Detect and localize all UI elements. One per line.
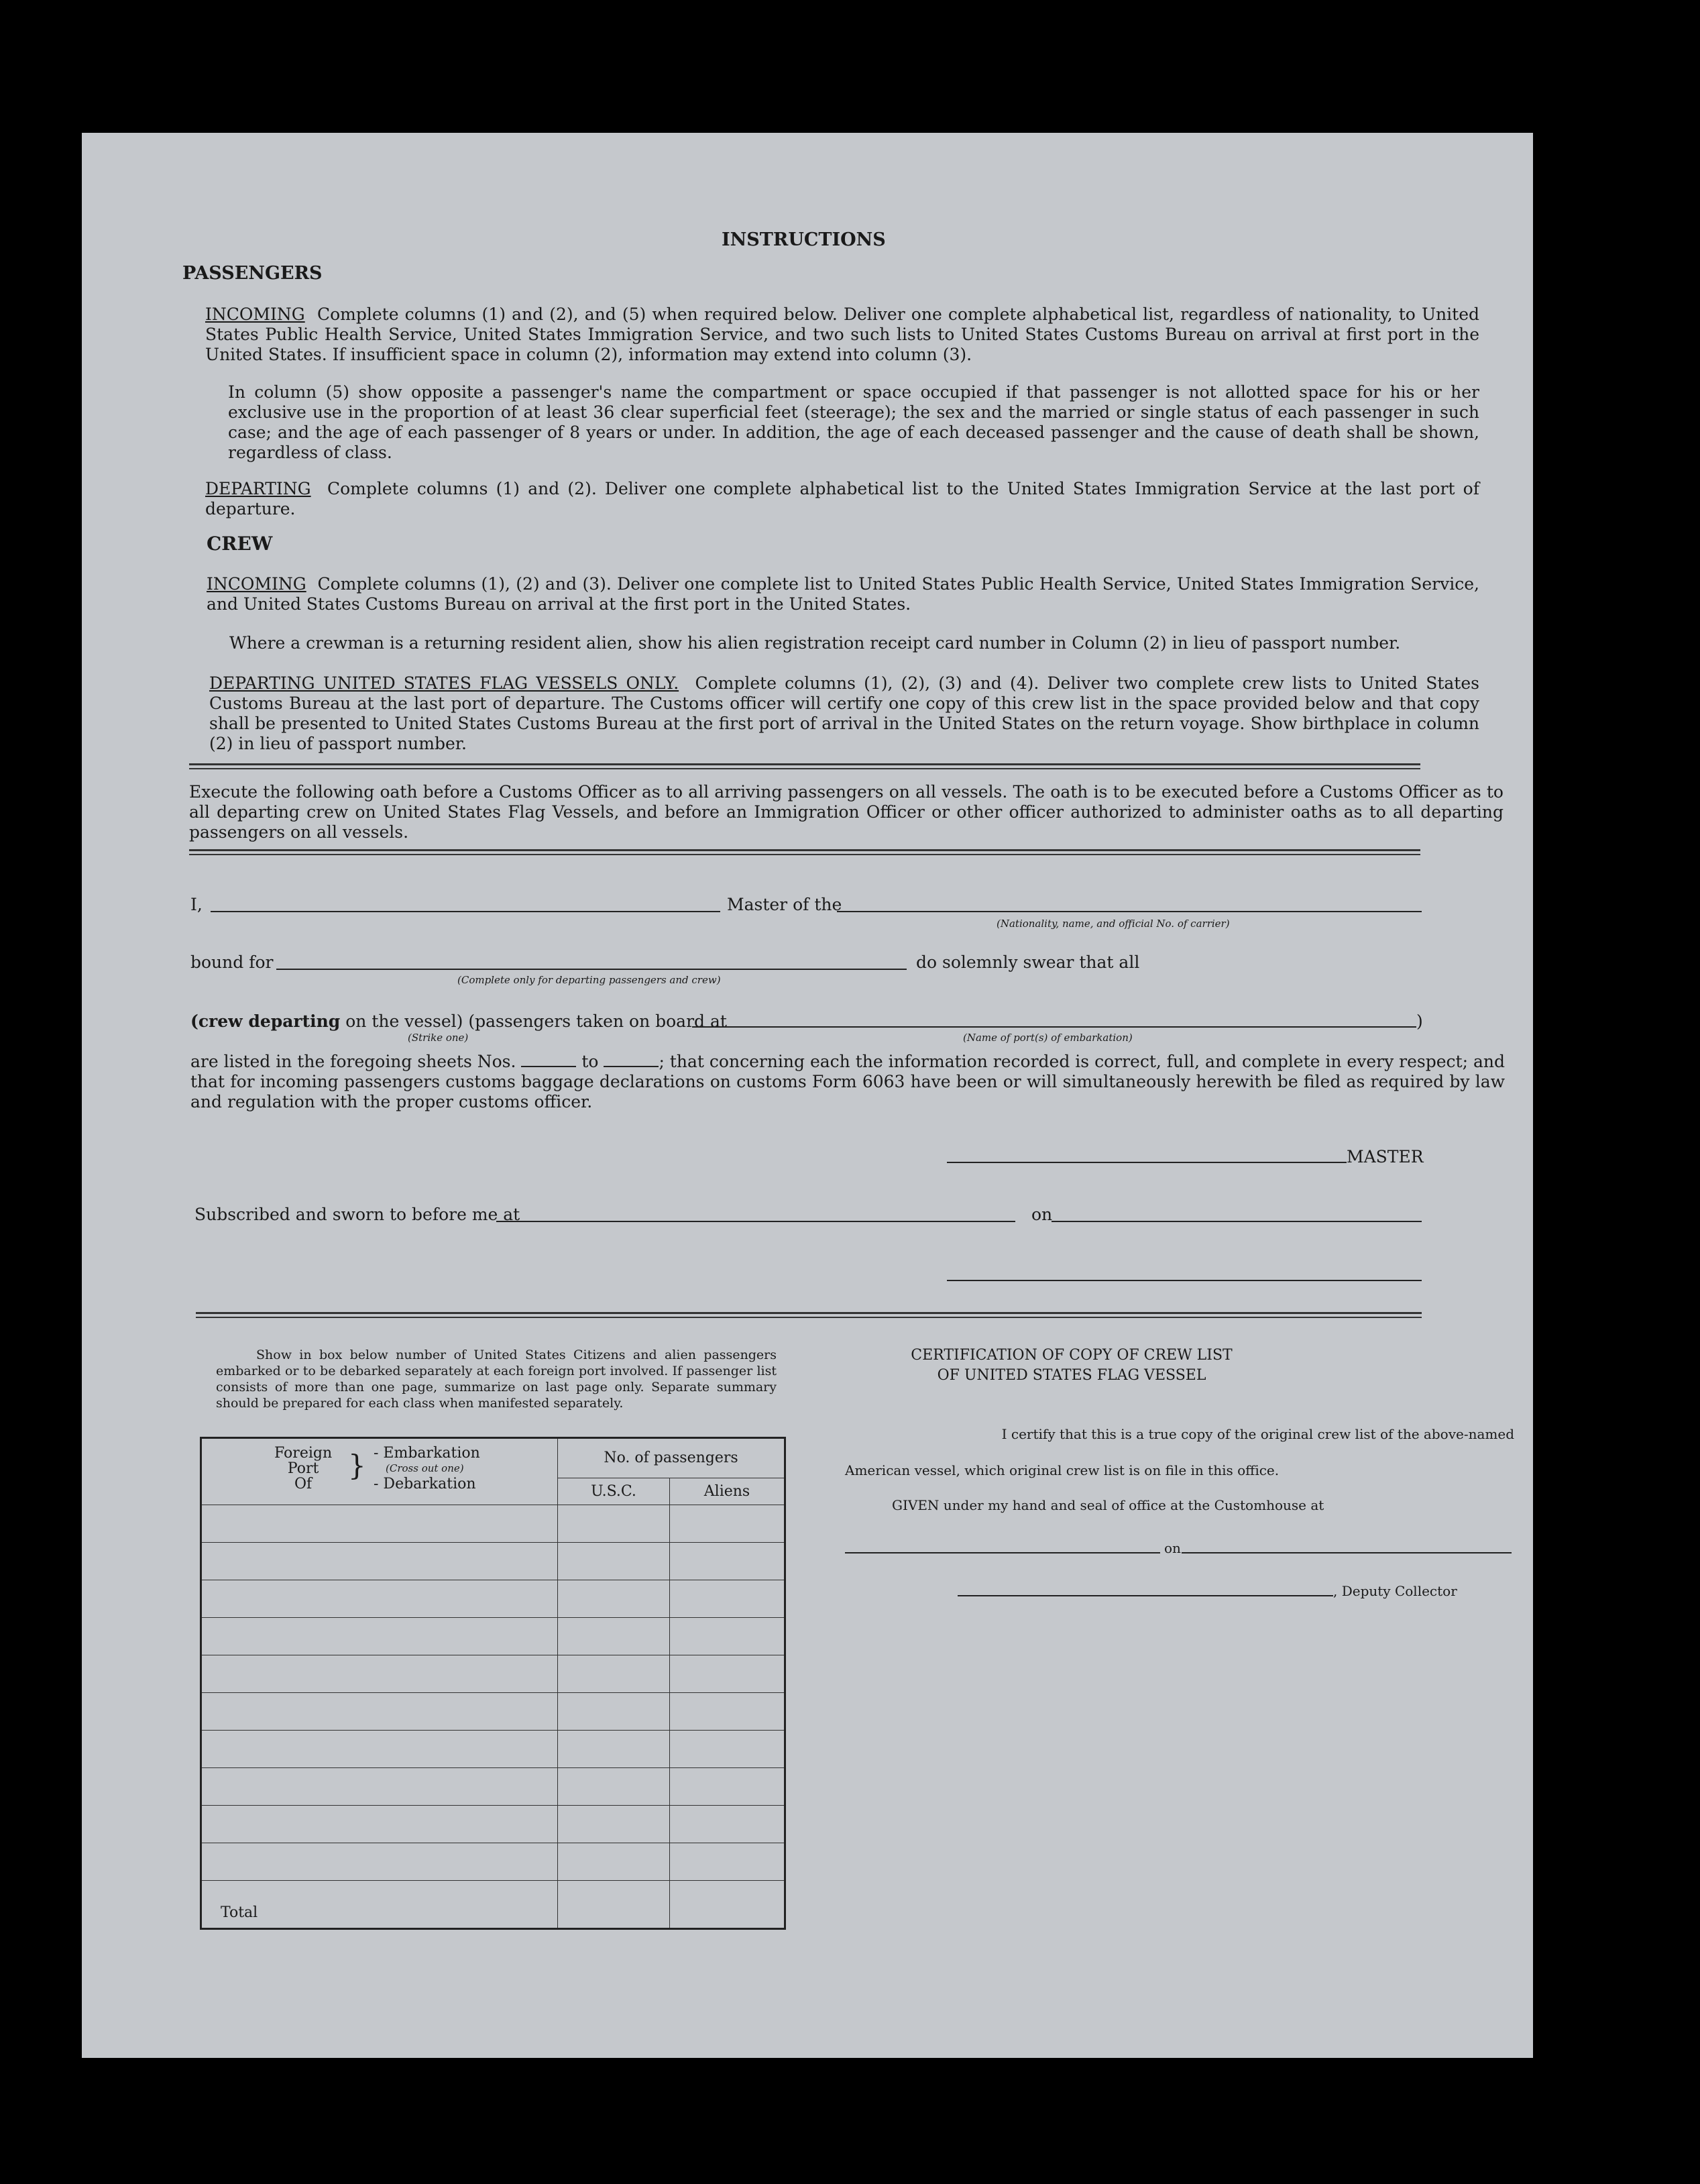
sworn-date-line[interactable]	[1052, 1221, 1422, 1222]
master-signature-line[interactable]	[947, 1162, 1347, 1163]
foreign-label: Foreign	[274, 1445, 333, 1462]
table-row	[201, 1806, 785, 1843]
table-row	[201, 1580, 785, 1618]
sheet-from-field[interactable]	[521, 1066, 576, 1067]
table-row	[201, 1731, 785, 1768]
sworn-on-label: on	[1031, 1205, 1053, 1224]
certify-line2: American vessel, which original crew list is on file in this office.	[845, 1462, 1280, 1478]
bound-for-line[interactable]	[276, 969, 907, 970]
instructions-title: INSTRUCTIONS	[722, 229, 886, 250]
departing-flag-label: DEPARTING UNITED STATES FLAG VESSELS ONLY.	[209, 673, 679, 693]
table-row	[201, 1768, 785, 1806]
deputy-signature-line[interactable]	[958, 1595, 1333, 1596]
do-solemnly-label: do solemnly swear that all	[916, 952, 1140, 972]
sheet-to-field[interactable]	[604, 1066, 659, 1067]
table-row	[201, 1618, 785, 1655]
crew-incoming-text: Complete columns (1), (2) and (3). Deliver one complete list to United States Public Health Service, United States Immigration Service, and United States Customs Bureau on arrival at the first port in the United States.	[207, 574, 1479, 614]
table-row	[201, 1505, 785, 1543]
certify-line1: I certify that this is a true copy of the original crew list of the above-named	[1001, 1426, 1514, 1442]
aliens-header: Aliens	[670, 1478, 785, 1505]
nationality-note: (Nationality, name, and official No. of carrier)	[997, 918, 1230, 930]
cert-date-line[interactable]	[1182, 1552, 1512, 1553]
crew-incoming-label: INCOMING	[207, 574, 306, 594]
cert-on-label: on	[1164, 1540, 1181, 1556]
crewman-paragraph: Where a crewman is a returning resident alien, show his alien registration receipt card number in Column (2) in lieu of passport number.	[229, 633, 1401, 653]
crew-incoming-paragraph	[207, 574, 1479, 614]
subscribed-label: Subscribed and sworn to before me at	[194, 1205, 520, 1224]
no-of-passengers-header: No. of passengers	[558, 1438, 785, 1478]
passengers-incoming-label: INCOMING	[205, 305, 305, 324]
sworn-place-line[interactable]	[496, 1221, 1015, 1222]
customhouse-line[interactable]	[845, 1552, 1160, 1553]
master-label: MASTER	[1347, 1147, 1424, 1166]
name-of-ports-note: (Name of port(s) of embarkation)	[963, 1032, 1133, 1044]
table-row	[201, 1693, 785, 1731]
total-usc-cell[interactable]	[558, 1881, 670, 1929]
debarkation-label: - Debarkation	[374, 1476, 476, 1492]
passengers-departing-paragraph	[205, 479, 1479, 519]
divider-bottom	[196, 1312, 1422, 1318]
table-header-row	[201, 1438, 785, 1478]
cross-out-note: (Cross out one)	[386, 1462, 464, 1474]
to-label: to	[581, 1052, 599, 1071]
deputy-collector-label: , Deputy Collector	[1333, 1583, 1457, 1599]
certification-title	[884, 1346, 1259, 1386]
total-aliens-cell[interactable]	[670, 1881, 785, 1929]
master-of-the-label: Master of the	[727, 895, 842, 914]
table-row	[201, 1655, 785, 1693]
oath-execute-paragraph: Execute the following oath before a Customs Officer as to all arriving passengers on all vessels. The oath is to be executed before a Customs Officer as to all departing crew on United States Flag Vessels, and before an Immigration Officer or other officer authorized to administer oaths as to all departing passengers on all vessels.	[189, 782, 1504, 842]
of-label: Of	[294, 1476, 313, 1492]
given-line: GIVEN under my hand and seal of office at the Customhouse at	[892, 1497, 1324, 1513]
divider-oath	[189, 849, 1420, 855]
port-label: Port	[287, 1460, 319, 1477]
strike-one-note: (Strike one)	[408, 1032, 469, 1044]
crew-departing-line	[190, 1012, 727, 1032]
usc-header: U.S.C.	[558, 1478, 670, 1505]
brace-icon: }	[348, 1449, 366, 1482]
column5-paragraph: In column (5) show opposite a passenger's name the compartment or space occupied if that passenger is not allotted space for his or her exclusive use in the proportion of at least 36 clear superficial feet (steerage); the sex and the married or single status of each passenger in such case; and the age of each passenger of 8 years or under. In addition, the age of each deceased passenger and the cause of death shall be shown, regardless of class.	[228, 382, 1479, 462]
total-label: Total	[201, 1881, 558, 1929]
complete-only-note: (Complete only for departing passengers and crew)	[457, 974, 721, 986]
table-row	[201, 1543, 785, 1580]
passengers-heading: PASSENGERS	[182, 263, 323, 284]
passengers-departing-label: DEPARTING	[205, 479, 311, 498]
ports-embarkation-line[interactable]	[692, 1026, 1416, 1028]
i-label: I,	[190, 895, 203, 914]
passengers-incoming-text: Complete columns (1) and (2), and (5) when required below. Deliver one complete alphabetical list, regardless of nationality, to United States Public Health Service, United States Immigration Service, and two such lists to United States Customs Bureau on arrival at first port in the United States. If insufficient space in column (2), information may extend into column (3).	[205, 305, 1479, 364]
embarkation-label: - Embarkation	[374, 1445, 480, 1462]
listed-paragraph	[190, 1052, 1505, 1112]
table-row	[201, 1843, 785, 1881]
ports-summary-table	[200, 1437, 786, 1930]
form-page	[82, 133, 1533, 2058]
foreign-port-header	[201, 1438, 558, 1505]
passengers-taken-label: (passengers taken on board at	[468, 1012, 727, 1031]
carrier-line[interactable]	[837, 911, 1422, 912]
master-name-line[interactable]	[211, 911, 720, 912]
divider-top	[189, 763, 1420, 769]
summary-instructions: Show in box below number of United States Citizens and alien passengers embarked or to be debarked separately at each foreign port involved. If passenger list consists of more than one page, summarize on last page only. Separate summary should be prepared for each class when manifested separately.	[216, 1348, 777, 1411]
certification-title-line2: OF UNITED STATES FLAG VESSEL	[937, 1367, 1206, 1384]
passengers-departing-text: Complete columns (1) and (2). Deliver one complete alphabetical list to the United States Immigration Service at the last port of departure.	[205, 479, 1479, 518]
departing-flag-text: Complete columns (1), (2), (3) and (4). Deliver two complete crew lists to United States Customs Bureau at the last port of departure. The Customs officer will certify one copy of this crew list in the space provided below and that copy shall be presented to United States Customs Bureau at the first port of arrival in the United States on the return voyage. Show birthplace in column (2) in lieu of passport number.	[209, 673, 1479, 753]
crew-heading: CREW	[207, 533, 273, 555]
listed-rest: ; that concerning each the information recorded is correct, full, and complete in every respect; and that for incoming passengers customs baggage declarations on customs Form 6063 have been or will simultaneously herewith be filed as required by law and regulation with the proper customs officer.	[190, 1052, 1506, 1111]
on-the-vessel-label: on the vessel)	[345, 1012, 463, 1031]
departing-flag-paragraph	[209, 673, 1479, 754]
close-paren: )	[1416, 1012, 1423, 1031]
passengers-incoming-paragraph	[205, 305, 1479, 365]
bound-for-label: bound for	[190, 952, 274, 972]
total-row	[201, 1881, 785, 1929]
crew-departing-label: (crew departing	[190, 1012, 341, 1031]
listed-prefix: are listed in the foregoing sheets Nos.	[190, 1052, 516, 1071]
officer-signature-line[interactable]	[947, 1280, 1422, 1281]
certification-title-line1: CERTIFICATION OF COPY OF CREW LIST	[911, 1347, 1233, 1364]
